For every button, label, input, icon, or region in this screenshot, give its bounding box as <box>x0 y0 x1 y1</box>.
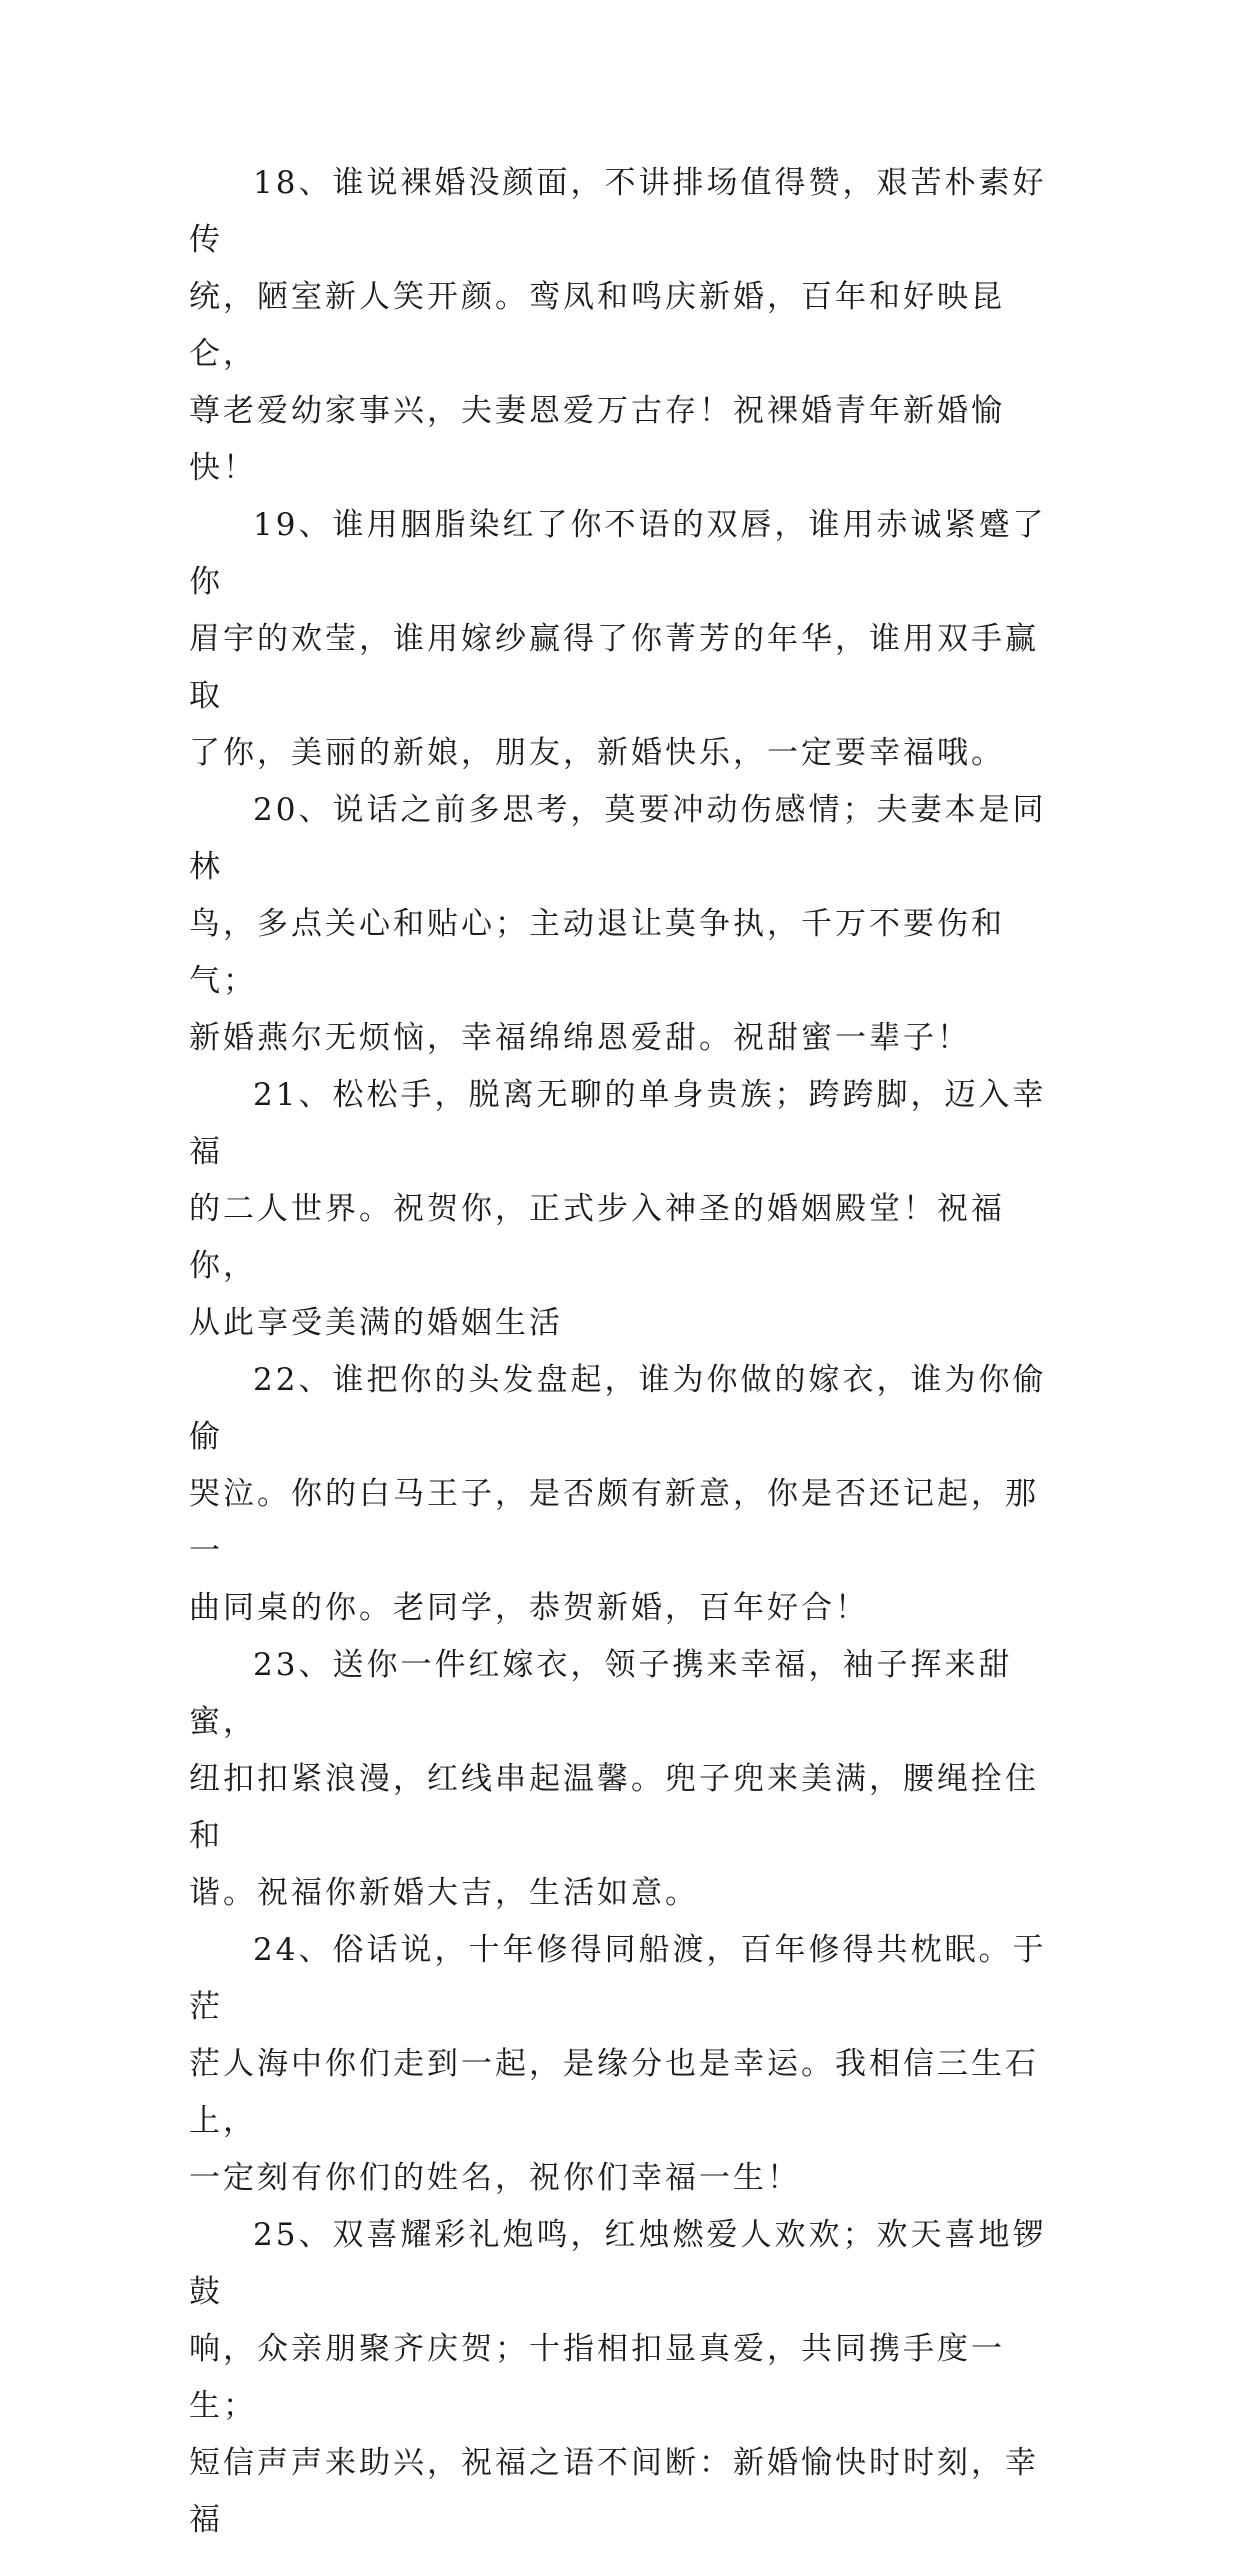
paragraph-line: 谐。祝福你新婚大吉，生活如意。 <box>189 1875 699 1911</box>
paragraph-line: 短信声声来助兴，祝福之语不间断：新婚愉快时时刻，幸福 <box>189 2445 1039 2538</box>
paragraph-line: 一定刻有你们的姓名，祝你们幸福一生！ <box>189 2160 801 2196</box>
paragraph-line: 新婚燕尔无烦恼，幸福绵绵恩爱甜。祝甜蜜一辈子！ <box>189 1020 971 1056</box>
paragraph-line: 眉宇的欢莹，谁用嫁纱赢得了你菁芳的年华，谁用双手赢取 <box>189 621 1039 714</box>
paragraph-line: 22、谁把你的头发盘起，谁为你做的嫁衣，谁为你偷偷 <box>189 1362 1047 1455</box>
paragraph-22 <box>189 1352 1069 1637</box>
paragraph-23 <box>189 1637 1069 1922</box>
paragraph-18 <box>189 155 1069 497</box>
paragraph-line: 的二人世界。祝贺你，正式步入神圣的婚姻殿堂！祝福你， <box>189 1191 1005 1284</box>
paragraph-line: 尊老爱幼家事兴，夫妻恩爱万古存！祝裸婚青年新婚愉快！ <box>189 393 1005 486</box>
paragraph-20 <box>189 782 1069 1067</box>
paragraph-line: 18、谁说裸婚没颜面，不讲排场值得赞，艰苦朴素好传 <box>189 165 1047 258</box>
paragraph-line: 纽扣扣紧浪漫，红线串起温馨。兜子兜来美满，腰绳拴住和 <box>189 1761 1039 1854</box>
paragraph-line: 鸟，多点关心和贴心；主动退让莫争执，千万不要伤和气； <box>189 906 1005 999</box>
paragraph-line: 23、送你一件红嫁衣，领子携来幸福，袖子挥来甜蜜， <box>189 1647 1013 1740</box>
paragraph-line: 茫人海中你们走到一起，是缘分也是幸运。我相信三生石上， <box>189 2046 1039 2139</box>
paragraph-line: 统，陋室新人笑开颜。鸾凤和鸣庆新婚，百年和好映昆仑， <box>189 279 1005 372</box>
paragraph-line: 曲同桌的你。老同学，恭贺新婚，百年好合！ <box>189 1590 869 1626</box>
paragraph-line: 25、双喜耀彩礼炮鸣，红烛燃爱人欢欢；欢天喜地锣鼓 <box>189 2217 1047 2310</box>
document-body <box>189 155 1069 2549</box>
paragraph-line: 了你，美丽的新娘，朋友，新婚快乐，一定要幸福哦。 <box>189 735 1005 771</box>
paragraph-line: 响，众亲朋聚齐庆贺；十指相扣显真爱，共同携手度一生； <box>189 2331 1005 2424</box>
paragraph-25 <box>189 2207 1069 2549</box>
paragraph-line: 24、俗话说，十年修得同船渡，百年修得共枕眠。于茫 <box>189 1932 1047 2025</box>
paragraph-24 <box>189 1922 1069 2207</box>
paragraph-line: 哭泣。你的白马王子，是否颇有新意，你是否还记起，那一 <box>189 1476 1039 1569</box>
paragraph-line: 20、说话之前多思考，莫要冲动伤感情；夫妻本是同林 <box>189 792 1047 885</box>
paragraph-line: 21、松松手，脱离无聊的单身贵族；跨跨脚，迈入幸福 <box>189 1077 1047 1170</box>
paragraph-21 <box>189 1067 1069 1352</box>
paragraph-line: 从此享受美满的婚姻生活 <box>189 1305 563 1341</box>
paragraph-19 <box>189 497 1069 782</box>
paragraph-line: 19、谁用胭脂染红了你不语的双唇，谁用赤诚紧蹙了你 <box>189 507 1047 600</box>
